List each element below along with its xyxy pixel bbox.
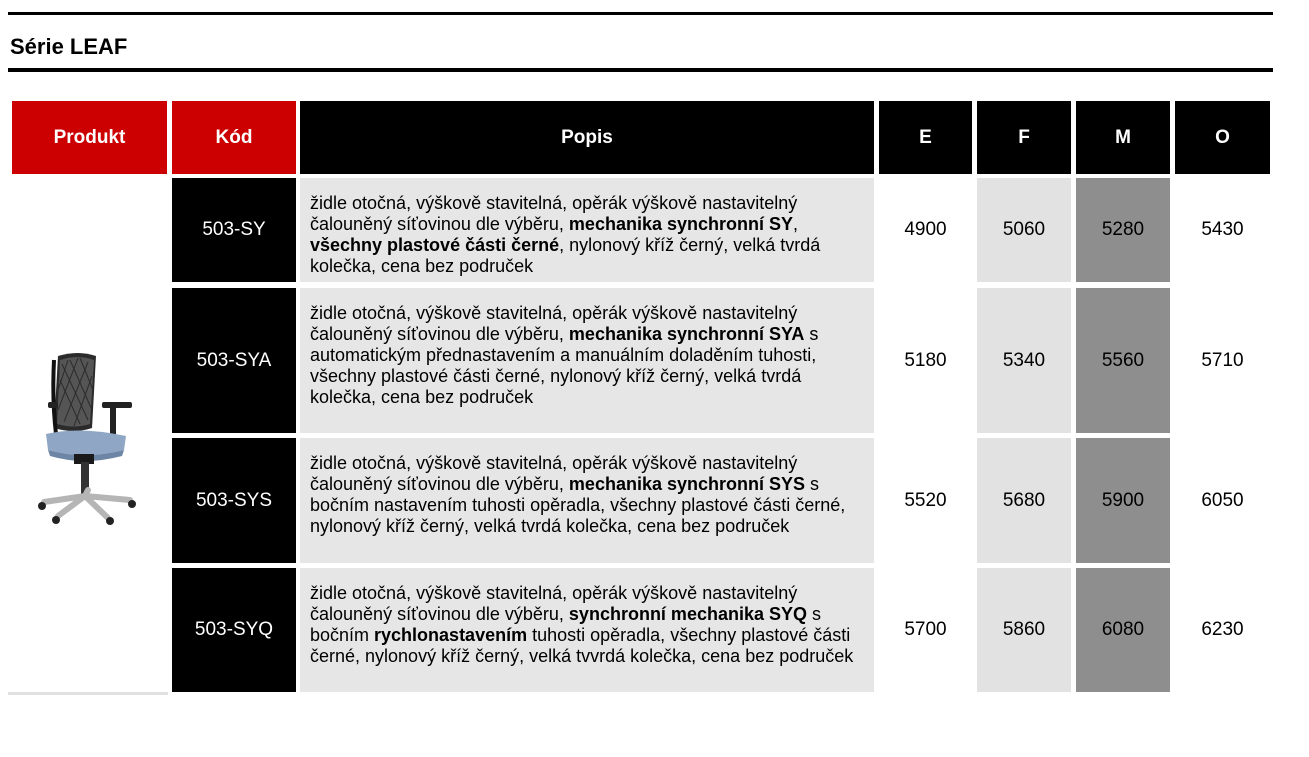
product-code-cell: 503-SY: [172, 178, 296, 282]
description-bold-text: rychlonastavením: [374, 625, 528, 645]
description-text: židle otočná, výškově stavitelná, opěrák výškově nastavitelný čalouněný síťovinou dle výběru,: [310, 453, 798, 494]
price-f-cell: 5680: [977, 438, 1071, 563]
description-text: s bočním: [310, 604, 822, 645]
price-m-cell: 5900: [1076, 438, 1170, 563]
description-text: židle otočná, výškově stavitelná, opěrák výškově nastavitelný čalouněný síťovinou dle výběru,: [310, 193, 798, 234]
product-code-cell: 503-SYQ: [172, 568, 296, 692]
product-cell-bottom-line: [8, 692, 168, 695]
description-text: s automatickým přednastavením a manuálním doladěním tuhosti, všechny plastové části černé, nylonový kříž černý, velká tvrdá kolečka, cena bez područek: [310, 324, 819, 407]
description-bold-text: mechanika synchronní SY: [568, 214, 793, 234]
title-underline: [8, 68, 1273, 72]
price-f-cell: 5860: [977, 568, 1071, 692]
description-text: židle otočná, výškově stavitelná, opěrák výškově nastavitelný čalouněný síťovinou dle výběru,: [310, 583, 798, 624]
price-o-cell: 6050: [1175, 438, 1270, 563]
description-cell: [300, 288, 874, 433]
price-e-cell: 5180: [879, 288, 972, 433]
description-text: , nylonový kříž černý, velká tvrdá kolečka, cena bez područek: [310, 235, 821, 276]
price-f-cell: 5340: [977, 288, 1071, 433]
product-code-cell: 503-SYA: [172, 288, 296, 433]
header-description: Popis: [300, 101, 874, 174]
description-bold-text: synchronní mechanika SYQ: [568, 604, 807, 624]
header-code: Kód: [172, 101, 296, 174]
description-cell: [300, 438, 874, 563]
header-e: E: [879, 101, 972, 174]
price-o-cell: 5430: [1175, 178, 1270, 282]
description-bold-text: mechanika synchronní SYA: [568, 324, 805, 344]
description-text: tuhosti opěradla, všechny plastové části černé, nylonový kříž černý, velká tvvrdá kolečka, cena bez područek: [310, 625, 854, 666]
description-bold-text: mechanika synchronní SYS: [568, 474, 806, 494]
product-code-cell: 503-SYS: [172, 438, 296, 563]
price-m-cell: 5280: [1076, 178, 1170, 282]
description-text: s bočním nastavením tuhosti opěradla, všechny plastové části černé, nylonový kříž černý, velká tvrdá kolečka, cena bez područek: [310, 474, 846, 536]
series-title: Série LEAF: [10, 34, 128, 59]
description-text: ,: [793, 214, 799, 234]
price-o-cell: 5710: [1175, 288, 1270, 433]
price-m-cell: 5560: [1076, 288, 1170, 433]
price-o-cell: 6230: [1175, 568, 1270, 692]
price-e-cell: 5700: [879, 568, 972, 692]
description-cell: [300, 178, 874, 282]
header-o: O: [1175, 101, 1270, 174]
description-text: židle otočná, výškově stavitelná, opěrák výškově nastavitelný čalouněný síťovinou dle výběru,: [310, 303, 798, 344]
price-e-cell: 4900: [879, 178, 972, 282]
header-f: F: [977, 101, 1071, 174]
description-bold-text: všechny plastové části černé: [310, 235, 560, 255]
header-m: M: [1076, 101, 1170, 174]
header-product: Produkt: [12, 101, 167, 174]
price-e-cell: 5520: [879, 438, 972, 563]
top-rule: [8, 12, 1273, 15]
price-f-cell: 5060: [977, 178, 1071, 282]
price-m-cell: 6080: [1076, 568, 1170, 692]
description-cell: [300, 568, 874, 692]
office-chair-image: [30, 350, 142, 525]
